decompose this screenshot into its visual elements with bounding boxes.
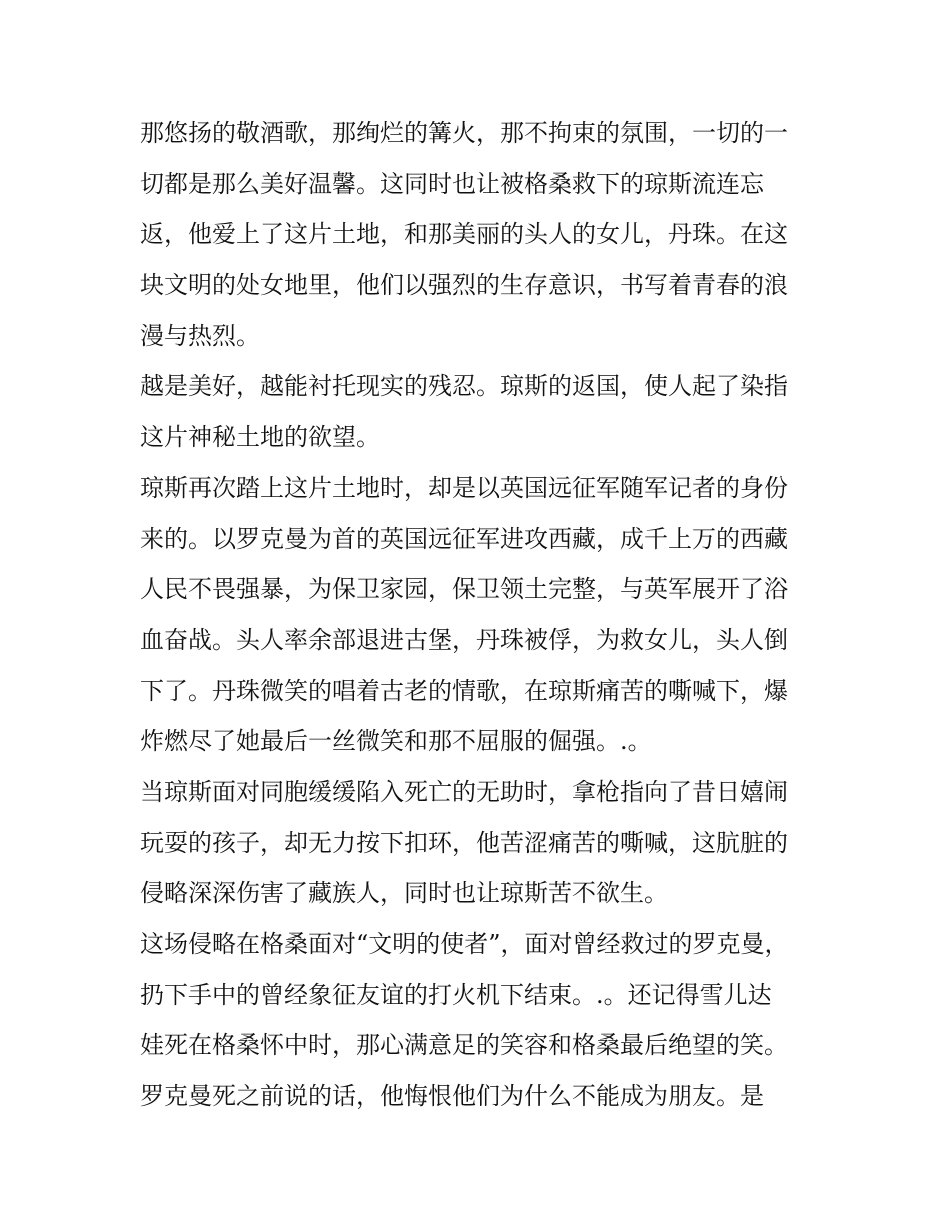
text-line: 切都是那么美好温馨。这同时也让被格桑救下的琼斯流连忘	[140, 169, 764, 198]
text-line: 罗克曼死之前说的话，他悔恨他们为什么不能成为朋友。是	[140, 1082, 764, 1111]
text-line: 娃死在格桑怀中时，那心满意足的笑容和格桑最后绝望的笑。	[140, 1031, 788, 1060]
text-line: 返，他爱上了这片土地，和那美丽的头人的女儿，丹珠。在这	[140, 220, 788, 249]
text-line: 血奋战。头人率余部退进古堡，丹珠被俘，为救女儿，头人倒	[140, 625, 788, 654]
text-line: 侵略深深伤害了藏族人，同时也让琼斯苦不欲生。	[140, 879, 668, 908]
text-line: 炸燃尽了她最后一丝微笑和那不屈服的倔强。.。	[140, 727, 652, 756]
text-line: 人民不畏强暴，为保卫家园，保卫领土完整，与英军展开了浴	[140, 575, 788, 604]
text-line: 扔下手中的曾经象征友谊的打火机下结束。.。还记得雪儿达	[140, 980, 772, 1009]
text-line: 来的。以罗克曼为首的英国远征军进攻西藏，成千上万的西藏	[140, 524, 788, 553]
text-line: 那悠扬的敬酒歌，那绚烂的篝火，那不拘束的氛围，一切的一	[140, 119, 788, 147]
text-line: 当琼斯面对同胞缓缓陷入死亡的无助时，拿枪指向了昔日嬉闹	[140, 777, 788, 806]
text-line: 这片神秘土地的欲望。	[140, 423, 380, 452]
text-line: 越是美好，越能衬托现实的残忍。琼斯的返国，使人起了染指	[140, 372, 788, 401]
body-text	[140, 108, 820, 1122]
text-line: 下了。丹珠微笑的唱着古老的情歌，在琼斯痛苦的嘶喊下，爆	[140, 676, 788, 705]
text-line: 玩耍的孩子，却无力按下扣环，他苦涩痛苦的嘶喊，这肮脏的	[140, 828, 788, 857]
text-line: 这场侵略在格桑面对“文明的使者”，面对曾经救过的罗克曼，	[140, 930, 789, 958]
text-line: 漫与热烈。	[140, 321, 260, 350]
text-line: 琼斯再次踏上这片土地时，却是以英国远征军随军记者的身份	[140, 473, 788, 502]
text-line: 块文明的处女地里，他们以强烈的生存意识，书写着青春的浪	[140, 271, 788, 300]
